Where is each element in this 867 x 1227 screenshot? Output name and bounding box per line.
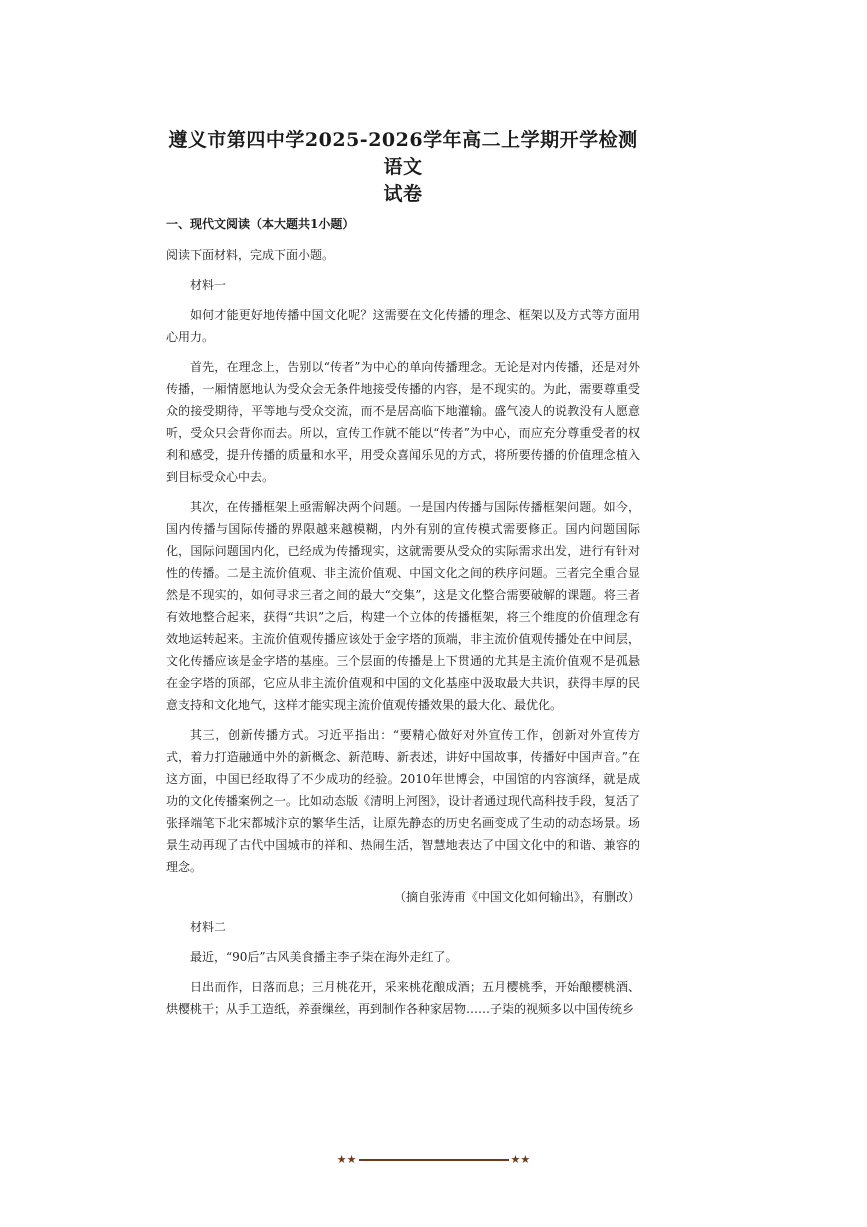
material1-paragraph-2: 首先，在理念上，告别以“传者”为中心的单向传播理念。无论是对内传播，还是对外传播，一厢情愿地认为受众会无条件地接受传播的内容，是不现实的。为此，需要尊重受众的接受期待，平等地与受众交流，而不是居高临下地灌输。盛气凌人的说教没有人愿意听，受众只会背你而去。所以，宣传工作就不能以“传者”为中心，而应充分尊重受者的权利和感受，提升传播的质量和水平，用受众喜闻乐见的方式，将所要传播的价值理念植入到目标受众心中去。 xyxy=(166,360,640,484)
material1-source: （摘自张涛甫《中国文化如何输出》，有删改） xyxy=(393,890,640,904)
material1-label: 材料一 xyxy=(190,278,227,292)
material2-paragraph-2: 日出而作，日落而息；三月桃花开，采来桃花酿成酒；五月樱桃季，开始酿樱桃酒、烘樱桃干；从手工造纸，养蚕缫丝，再到制作各种家居物……子柒的视频多以中国传统乡 xyxy=(166,980,640,1016)
instruction-text: 阅读下面材料，完成下面小题。 xyxy=(166,248,335,262)
title-line-2: 试卷 xyxy=(383,183,423,205)
material1-paragraph-4: 其三，创新传播方式。习近平指出：“要精心做好对外宣传工作，创新对外宣传方式，着力打造融通中外的新概念、新范畴、新表述，讲好中国故事，传播好中国声音。”在这方面，中国已经取得了不少成功的经验。2010年世博会，中国馆的内容演绎，就是成功的文化传播案例之一。比如动态版《清明上河图》，设计者通过现代高科技手段，复活了张择端笔下北宋都城汴京的繁华生活，让原先静态的历史名画变成了生动的动态场景。场景生动再现了古代中国城市的祥和、热闹生活，智慧地表达了中国文化中的和谐、兼容的理念。 xyxy=(166,728,641,874)
footer-star-left-icon: ★★ xyxy=(336,1153,357,1166)
material1-paragraph-3: 其次，在传播框架上亟需解决两个问题。一是国内传播与国际传播框架问题。如今，国内传播与国际传播的界限越来越模糊，内外有别的宣传模式需要修正。国内问题国际化，国际问题国内化，已经成为传播现实，这就需要从受众的实际需求出发，进行有针对性的传播。二是主流价值观、非主流价值观、中国文化之间的秩序问题。三者完全重合显然是不现实的，如何寻求三者之间的最大“交集”，这是文化整合需要破解的课题。将三者有效地整合起来，获得“共识”之后，构建一个立体的传播框架，将三个维度的价值理念有效地运转起来。主流价值观传播应该处于金字塔的顶端，非主流价值观传播处在中间层，文化传播应该是金字塔的基座。三个层面的传播是上下贯通的尤其是主流价值观不是孤悬在金字塔的顶部，它应从非主流价值观和中国的文化基座中汲取最大共识，获得丰厚的民意支持和文化地气，这样才能实现主流价值观传播效果的最大化、最优化。 xyxy=(166,500,640,712)
page-footer xyxy=(0,1150,867,1170)
material2-paragraph-1: 最近，“90后”古风美食播主李子柒在海外走红了。 xyxy=(190,950,458,964)
footer-star-right-icon: ★★ xyxy=(510,1153,531,1166)
material2-label: 材料二 xyxy=(190,920,227,934)
title-line-1: 遵义市第四中学2025-2026学年高二上学期开学检测语文 xyxy=(168,129,638,178)
material1-paragraph-1: 如何才能更好地传播中国文化呢？这需要在文化传播的理念、框架以及方式等方面用心用力。 xyxy=(166,308,640,344)
section-heading: 一、现代文阅读（本大题共1小题） xyxy=(166,217,355,231)
document-title xyxy=(166,127,640,208)
footer-rule xyxy=(359,1159,509,1161)
document-body xyxy=(166,127,640,1028)
